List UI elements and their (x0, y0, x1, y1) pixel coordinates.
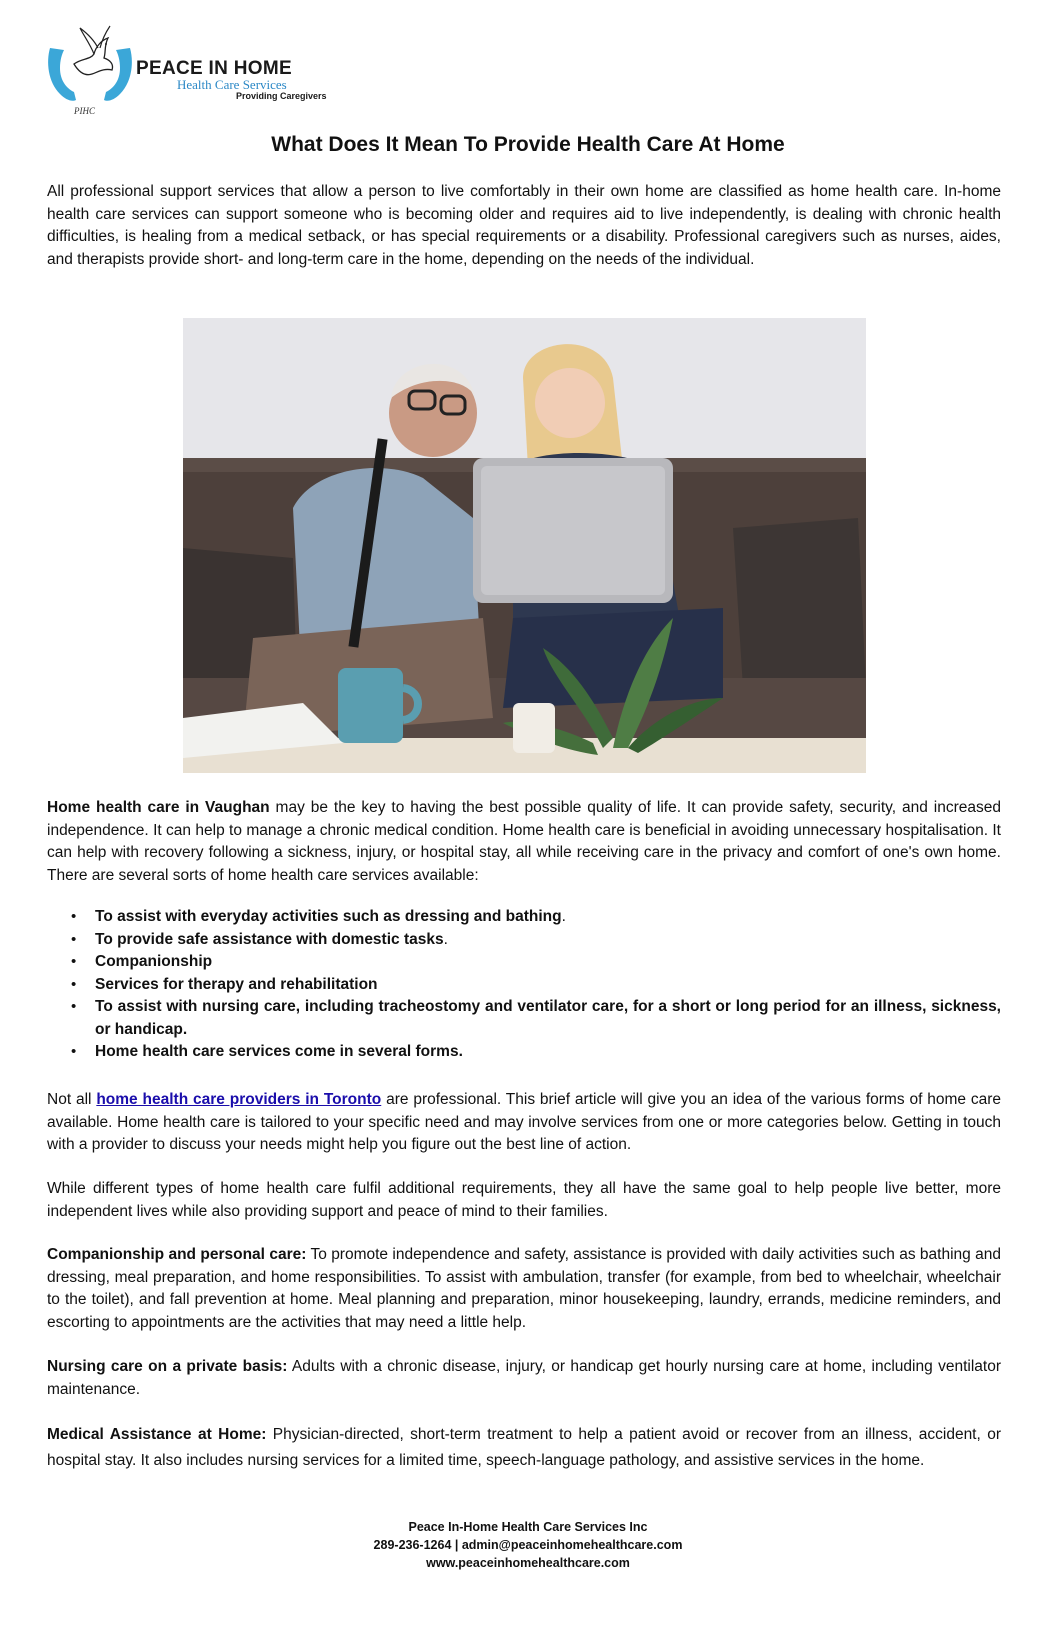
list-item: • Home health care services come in several forms. (47, 1041, 1001, 1064)
nursing-paragraph: Nursing care on a private basis: Adults with a chronic disease, injury, or handicap get hourly nursing care at home, including ventilator maintenance. (47, 1358, 1001, 1398)
footer-website: www.peaceinhomehealthcare.com (426, 1556, 630, 1570)
caregiver-with-senior-photo (183, 318, 866, 773)
logo-company-name: PEACE IN HOME (136, 58, 292, 79)
page-footer (0, 1518, 1056, 1572)
article-title: What Does It Mean To Provide Health Care At Home (271, 133, 785, 156)
services-list (47, 906, 1001, 1064)
vaughan-text: may be the key to having the best possible quality of life. It can provide safety, security, and increased independence. It can help to manage a chronic medical condition. Home health care is beneficial in avoiding unnecessary hospitalisation. It can help with recovery following a sickness, injury, or hospital stay, all while receiving care in the privacy and comfort of one's own home. There are several sorts of home health care services available: (47, 799, 1001, 884)
nursing-heading: Nursing care on a private basis: (47, 1358, 288, 1375)
medical-assistance-paragraph: Medical Assistance at Home: Physician-directed, short-term treatment to help a patient avoid or recover from an illness, accident, or hospital stay. It also includes nursing services for a limited time, speech-language pathology, and assistive services in the home. (47, 1426, 1001, 1469)
list-item: • To assist with everyday activities such as dressing and bathing. (47, 906, 1001, 929)
list-item: • Companionship (47, 951, 1001, 974)
companionship-heading: Companionship and personal care: (47, 1246, 307, 1263)
toronto-paragraph: Not all home health care providers in Toronto are professional. This brief article will give you an idea of the various forms of home care available. Home health care is tailored to your specific need and may involve services from one or more categories below. Getting in touch with a provider to discuss your needs might help you figure out the best line of action. (47, 1091, 1001, 1153)
list-item: • To assist with nursing care, including tracheostomy and ventilator care, for a short or long period for an illness, sickness, or handicap. (47, 996, 1001, 1041)
goal-paragraph: While different types of home health care fulfil additional requirements, they all have the same goal to help people live better, more independent lives while also providing support and peace of mind to their families. (47, 1180, 1001, 1220)
list-item: • Services for therapy and rehabilitation (47, 974, 1001, 997)
footer-company: Peace In-Home Health Care Services Inc (408, 1520, 648, 1534)
caring-hands-dove-icon (44, 18, 136, 114)
logo-monogram: PIHC (74, 106, 95, 116)
list-item: • To provide safe assistance with domestic tasks. (47, 929, 1001, 952)
vaughan-paragraph (47, 797, 1001, 887)
vaughan-heading: Home health care in Vaughan (47, 799, 270, 816)
companionship-paragraph: Companionship and personal care: To promote independence and safety, assistance is provided with daily activities such as bathing and dressing, meal preparation, and home responsibilities. To assist with ambulation, transfer (for example, from bed to wheelchair, wheelchair to the toilet), and fall prevention at home. Meal planning and preparation, minor housekeeping, laundry, errands, medicine reminders, and escorting to appointments are the activities that may need a little help. (47, 1246, 1001, 1331)
toronto-providers-link[interactable]: home health care providers in Toronto (96, 1091, 382, 1108)
footer-contact: 289-236-1264 | admin@peaceinhomehealthcare.com (373, 1538, 683, 1552)
company-logo (44, 18, 327, 118)
intro-paragraph: All professional support services that allow a person to live comfortably in their own home are classified as home health care. In-home health care services can support someone who is becoming older and requires aid to live independently, is dealing with chronic health difficulties, is healing from a medical setback, or has special requirements or a disability. Professional caregivers such as nurses, aides, and therapists provide short- and long-term care in the home, depending on the needs of the individual. (47, 183, 1001, 268)
logo-subtitle: Health Care Services (177, 77, 287, 92)
medical-assistance-heading: Medical Assistance at Home: (47, 1426, 267, 1443)
logo-tagline: Providing Caregivers (236, 91, 327, 101)
